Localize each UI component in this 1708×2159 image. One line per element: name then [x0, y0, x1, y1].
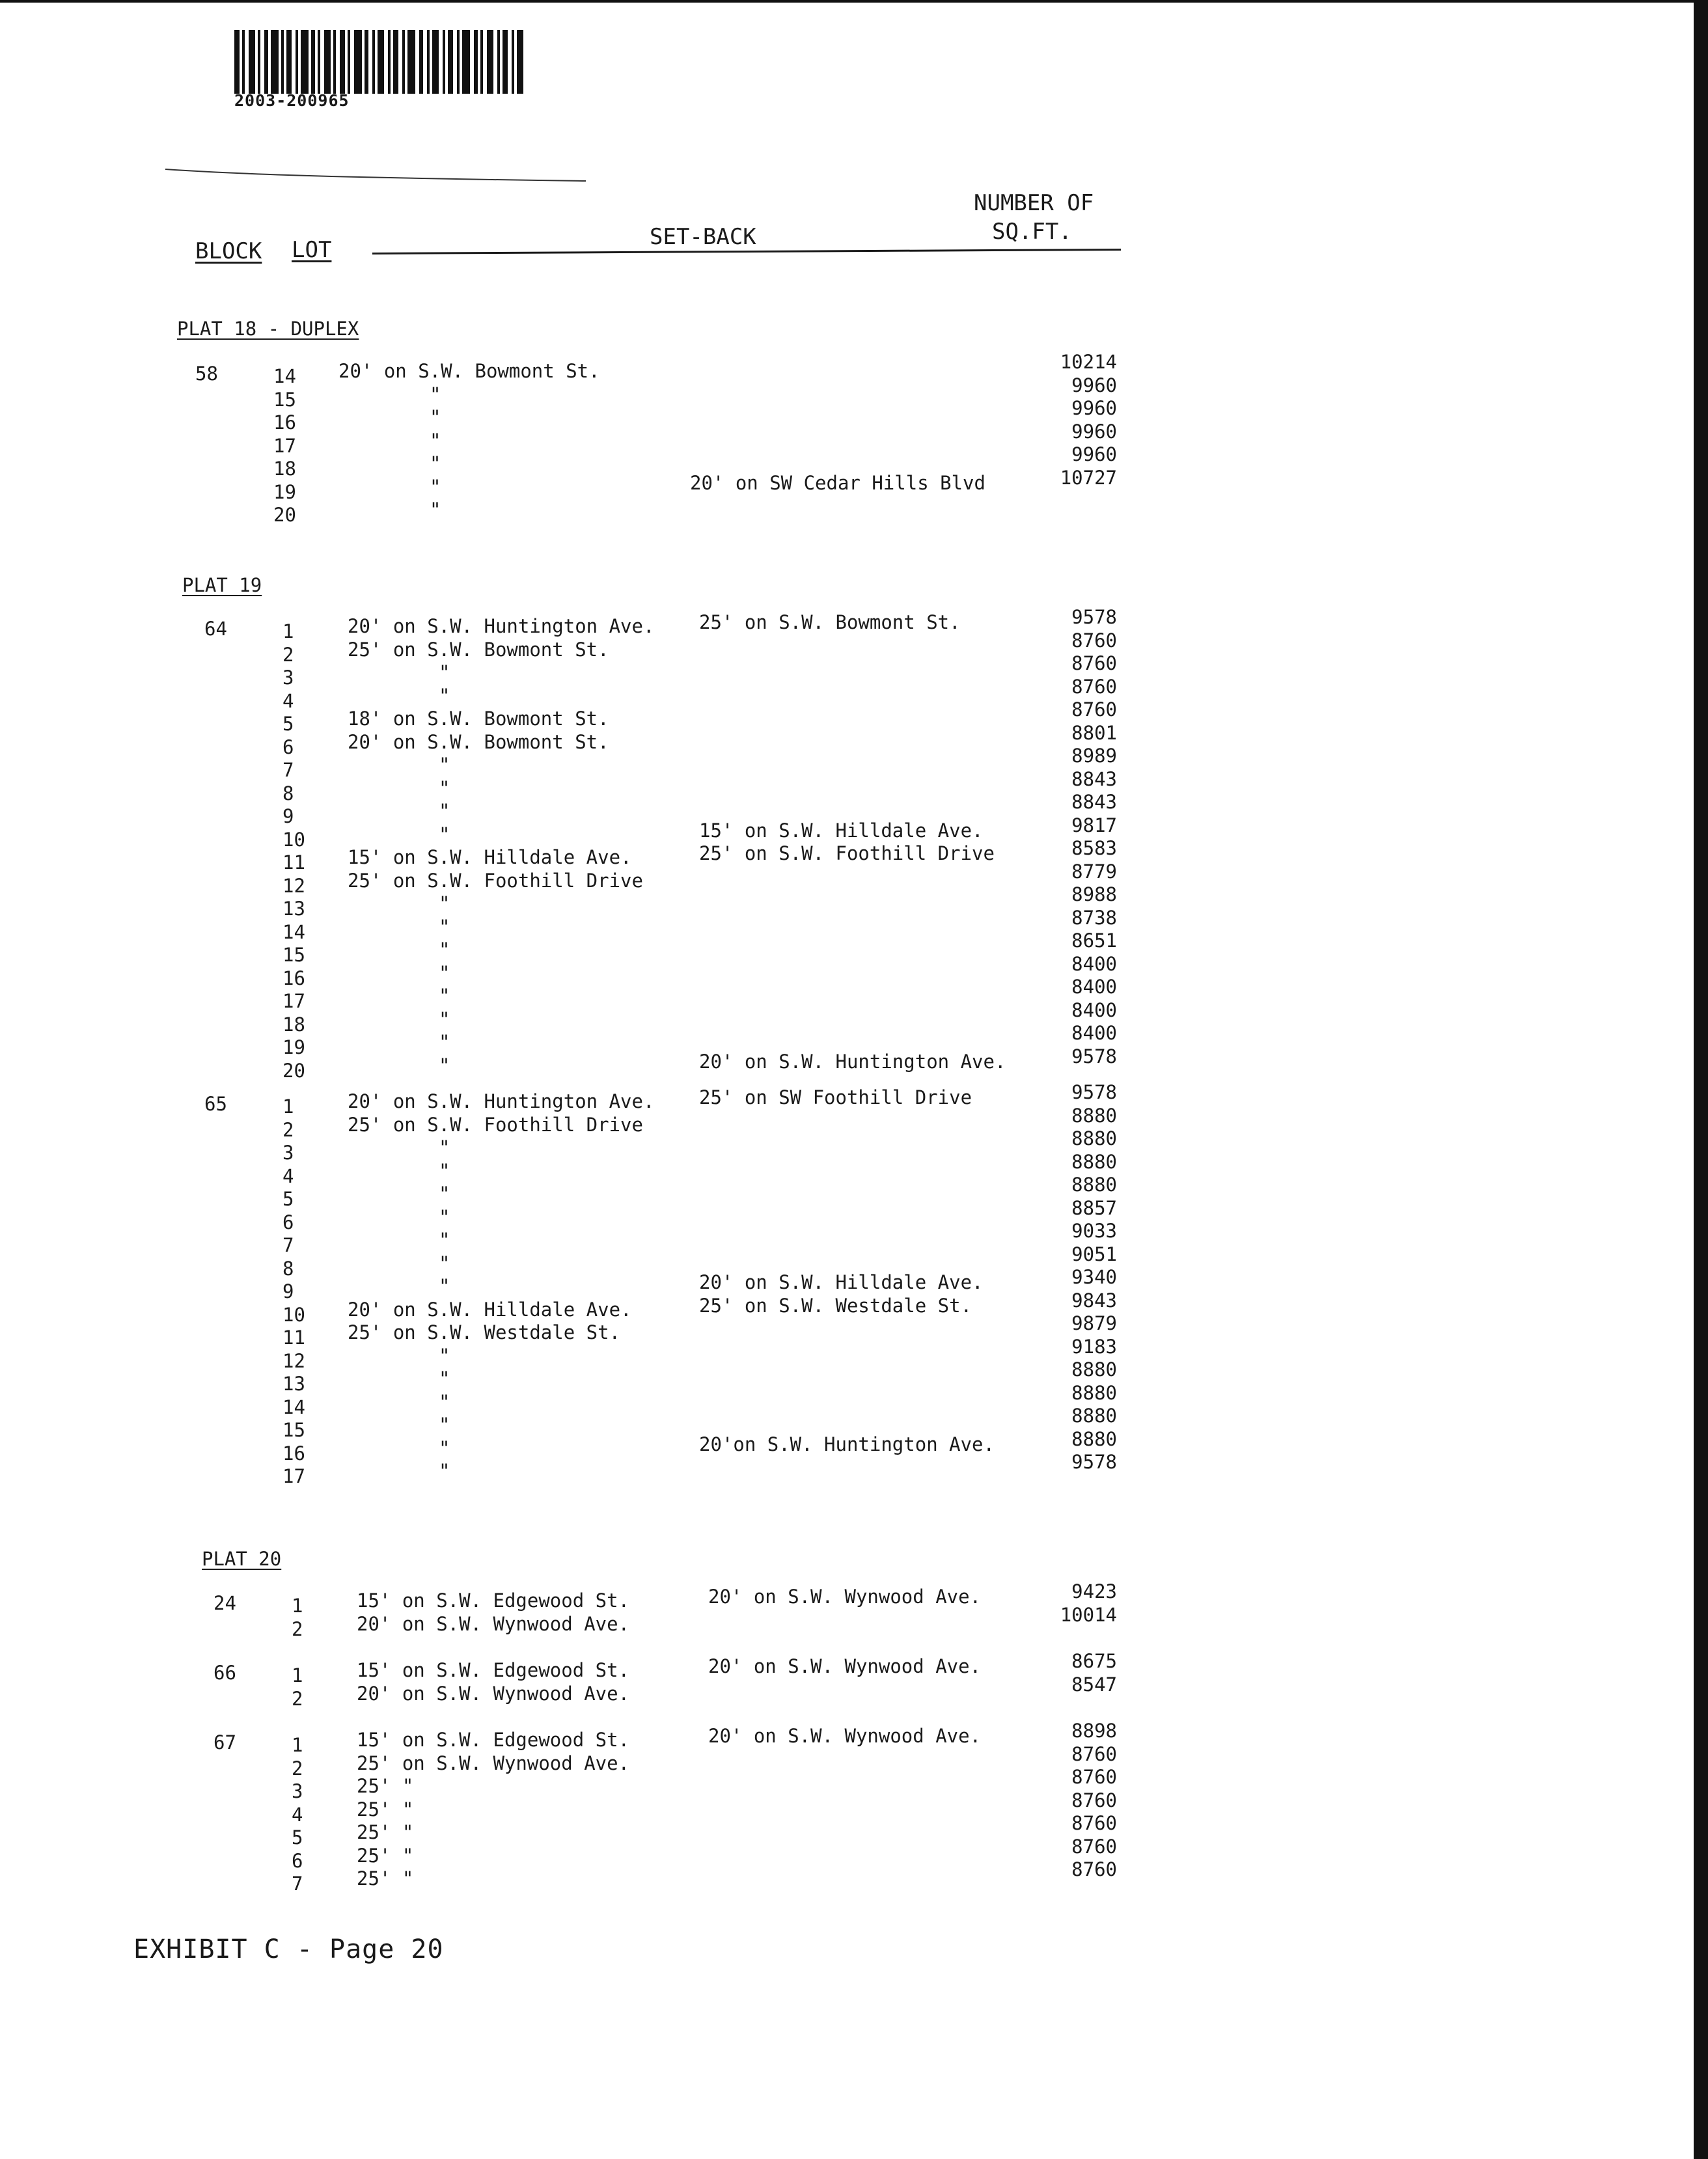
sqft-value: 9183	[1071, 1335, 1117, 1358]
sqft-value: 8843	[1071, 767, 1117, 790]
sqft-value: 8760	[1071, 1835, 1117, 1858]
lot-number: 2	[292, 1687, 303, 1710]
setback-primary: "	[439, 1183, 450, 1205]
lot-number: 18	[282, 1013, 305, 1036]
sqft-value: 10014	[1060, 1603, 1117, 1626]
sqft-value: 8760	[1071, 652, 1117, 674]
setback-primary: "	[439, 1229, 450, 1251]
setback-secondary: 25' on SW Foothill Drive	[699, 1086, 972, 1108]
setback-primary: "	[439, 661, 450, 683]
sqft-value: 9879	[1071, 1312, 1117, 1334]
section-title: PLAT 20	[202, 1548, 282, 1570]
setback-primary: "	[439, 1414, 450, 1436]
lot-number: 2	[292, 1617, 303, 1640]
setback-primary: "	[439, 1252, 450, 1274]
setback-primary: "	[439, 1205, 450, 1228]
lot-number: 1	[282, 620, 294, 642]
lot-number: 8	[282, 782, 294, 804]
setback-primary: 20' on S.W. Hilldale Ave.	[348, 1298, 632, 1321]
lot-number: 16	[273, 411, 296, 433]
scan-top-edge	[0, 0, 1708, 3]
sqft-value: 8583	[1071, 837, 1117, 859]
lot-number: 18	[273, 458, 296, 480]
setback-primary: "	[439, 1390, 450, 1413]
setback-primary: "	[439, 1031, 450, 1053]
sqft-value: 9578	[1071, 1045, 1117, 1067]
lot-number: 10	[282, 1303, 305, 1326]
sqft-value: 8400	[1071, 998, 1117, 1021]
lot-number: 15	[282, 944, 305, 966]
setback-primary: "	[439, 1136, 450, 1159]
setback-secondary: 25' on S.W. Foothill Drive	[699, 842, 995, 864]
lot-number: 3	[282, 667, 294, 689]
setback-primary: "	[439, 1344, 450, 1367]
sqft-value: 9843	[1071, 1289, 1117, 1312]
sqft-value: 8880	[1071, 1405, 1117, 1427]
setback-primary: 20' on S.W. Huntington Ave.	[348, 615, 655, 637]
block-number: 58	[195, 363, 218, 385]
setback-primary: "	[439, 777, 450, 799]
lot-number: 4	[282, 689, 294, 712]
setback-primary: "	[439, 1437, 450, 1459]
lot-number: 4	[292, 1803, 303, 1826]
sqft-value: 9340	[1071, 1266, 1117, 1288]
block-number: 64	[204, 618, 227, 640]
lot-number: 1	[282, 1095, 294, 1118]
lot-number: 6	[292, 1849, 303, 1872]
sqft-value: 8400	[1071, 1022, 1117, 1044]
setback-primary: "	[430, 475, 441, 498]
setback-primary: "	[439, 892, 450, 914]
setback-primary: 15' on S.W. Hilldale Ave.	[348, 846, 632, 868]
lot-number: 12	[282, 1349, 305, 1372]
sqft-value: 10214	[1060, 351, 1117, 373]
lot-number: 7	[282, 1234, 294, 1256]
setback-secondary: 25' on S.W. Bowmont St.	[699, 611, 961, 633]
setback-secondary: 20' on S.W. Huntington Ave.	[699, 1050, 1006, 1073]
lot-number: 11	[282, 1327, 305, 1349]
setback-primary: 25' on S.W. Wynwood Ave.	[357, 1752, 630, 1774]
setback-primary: 25' "	[357, 1867, 414, 1890]
lot-number: 14	[282, 920, 305, 943]
lot-number: 13	[282, 898, 305, 920]
lot-number: 1	[292, 1595, 303, 1617]
setback-primary: "	[439, 985, 450, 1007]
sqft-value: 8760	[1071, 1812, 1117, 1834]
header-sqft-line1: NUMBER OF	[974, 190, 1094, 216]
setback-primary: 20' on S.W. Bowmont St.	[338, 360, 600, 382]
setback-primary: "	[439, 1159, 450, 1182]
setback-secondary: 20' on S.W. Wynwood Ave.	[708, 1586, 982, 1608]
lot-number: 4	[282, 1164, 294, 1187]
setback-primary: 25' on S.W. Foothill Drive	[348, 1113, 643, 1136]
sqft-value: 8880	[1071, 1427, 1117, 1450]
header-block: BLOCK	[195, 238, 262, 264]
sqft-value: 9578	[1071, 1081, 1117, 1103]
setback-secondary: 25' on S.W. Westdale St.	[699, 1294, 972, 1317]
lot-number: 12	[282, 874, 305, 897]
barcode-image	[234, 30, 529, 94]
scan-mark	[164, 163, 587, 189]
setback-secondary: 20' on S.W. Wynwood Ave.	[708, 1725, 982, 1747]
sqft-value: 8547	[1071, 1673, 1117, 1696]
sqft-value: 8760	[1071, 1789, 1117, 1811]
lot-number: 5	[292, 1826, 303, 1849]
setback-primary: "	[439, 1054, 450, 1077]
sqft-value: 9033	[1071, 1220, 1117, 1242]
setback-primary: "	[430, 383, 441, 406]
lot-number: 3	[292, 1780, 303, 1802]
setback-primary: 25' "	[357, 1844, 414, 1867]
lot-number: 9	[282, 1280, 294, 1302]
lot-number: 15	[282, 1419, 305, 1441]
sqft-value: 10727	[1060, 466, 1117, 489]
header-setback: SET-BACK	[650, 224, 756, 250]
setback-primary: "	[439, 1368, 450, 1390]
block-number: 66	[214, 1662, 236, 1684]
lot-number: 1	[292, 1734, 303, 1756]
sqft-value: 9960	[1071, 374, 1117, 396]
lot-number: 19	[273, 480, 296, 503]
setback-primary: "	[439, 961, 450, 984]
sqft-value: 8760	[1071, 629, 1117, 652]
block-number: 65	[204, 1093, 227, 1115]
setback-primary: 20' on S.W. Wynwood Ave.	[357, 1682, 630, 1705]
block-number: 67	[214, 1731, 236, 1753]
lot-number: 5	[282, 1188, 294, 1210]
setback-primary: "	[439, 823, 450, 846]
setback-primary: 15' on S.W. Edgewood St.	[357, 1729, 630, 1751]
sqft-value: 8898	[1071, 1720, 1117, 1742]
barcode-number: 2003-200965	[234, 91, 350, 110]
section-title: PLAT 18 - DUPLEX	[177, 318, 359, 340]
sqft-value: 8738	[1071, 906, 1117, 929]
setback-primary: "	[430, 429, 441, 452]
lot-number: 8	[282, 1257, 294, 1280]
setback-primary: 25' on S.W. Foothill Drive	[348, 869, 643, 892]
lot-number: 6	[282, 736, 294, 758]
setback-secondary: 15' on S.W. Hilldale Ave.	[699, 819, 984, 842]
lot-number: 20	[282, 1059, 305, 1082]
sqft-value: 8880	[1071, 1174, 1117, 1196]
lot-number: 6	[282, 1211, 294, 1233]
sqft-value: 8675	[1071, 1650, 1117, 1672]
sqft-value: 8880	[1071, 1358, 1117, 1381]
sqft-value: 9051	[1071, 1243, 1117, 1265]
lot-number: 16	[282, 967, 305, 989]
setback-secondary: 20' on S.W. Hilldale Ave.	[699, 1271, 984, 1293]
lot-number: 2	[282, 1118, 294, 1141]
setback-primary: "	[439, 915, 450, 938]
lot-number: 11	[282, 851, 305, 873]
lot-number: 2	[292, 1757, 303, 1780]
sqft-value: 8760	[1071, 675, 1117, 698]
sqft-value: 9423	[1071, 1580, 1117, 1602]
sqft-value: 9578	[1071, 606, 1117, 628]
block-number: 24	[214, 1592, 236, 1614]
section-title: PLAT 19	[182, 574, 262, 596]
setback-primary: "	[439, 939, 450, 961]
setback-primary: "	[430, 452, 441, 474]
setback-primary: "	[439, 1008, 450, 1030]
setback-primary: "	[430, 406, 441, 428]
lot-number: 17	[273, 434, 296, 457]
lot-number: 10	[282, 828, 305, 851]
sqft-value: 8651	[1071, 929, 1117, 952]
sqft-value: 8880	[1071, 1150, 1117, 1173]
setback-primary: "	[439, 1275, 450, 1297]
lot-number: 16	[282, 1442, 305, 1465]
lot-number: 7	[282, 759, 294, 781]
page-footer: EXHIBIT C - Page 20	[133, 1934, 444, 1964]
sqft-value: 8880	[1071, 1127, 1117, 1149]
setback-primary: 15' on S.W. Edgewood St.	[357, 1659, 630, 1681]
sqft-value: 8760	[1071, 1742, 1117, 1765]
lot-number: 7	[292, 1873, 303, 1895]
setback-primary: 20' on S.W. Bowmont St.	[348, 730, 609, 753]
setback-primary: 18' on S.W. Bowmont St.	[348, 708, 609, 730]
sqft-value: 9960	[1071, 443, 1117, 465]
sqft-value: 8843	[1071, 791, 1117, 813]
setback-secondary: 20'on S.W. Huntington Ave.	[699, 1433, 995, 1455]
sqft-value: 9578	[1071, 1451, 1117, 1473]
sqft-value: 8857	[1071, 1196, 1117, 1219]
setback-primary: 25' on S.W. Bowmont St.	[348, 638, 609, 661]
lot-number: 20	[273, 504, 296, 526]
setback-primary: 25' on S.W. Westdale St.	[348, 1321, 621, 1343]
setback-primary: "	[439, 754, 450, 776]
setback-primary: 25' "	[357, 1798, 414, 1821]
setback-primary: 15' on S.W. Edgewood St.	[357, 1589, 630, 1612]
lot-number: 19	[282, 1036, 305, 1058]
sqft-value: 8801	[1071, 721, 1117, 744]
setback-primary: 20' on S.W. Wynwood Ave.	[357, 1612, 630, 1635]
setback-primary: 25' "	[357, 1821, 414, 1843]
setback-primary: "	[430, 499, 441, 521]
setback-secondary: 20' on SW Cedar Hills Blvd	[690, 471, 985, 494]
sqft-value: 8400	[1071, 976, 1117, 998]
lot-number: 17	[282, 1465, 305, 1487]
setback-primary: 25' "	[357, 1775, 414, 1797]
sqft-value: 8760	[1071, 1858, 1117, 1880]
setback-secondary: 20' on S.W. Wynwood Ave.	[708, 1655, 982, 1677]
lot-number: 1	[292, 1664, 303, 1686]
lot-number: 5	[282, 713, 294, 735]
sqft-value: 9960	[1071, 420, 1117, 443]
sqft-value: 9960	[1071, 397, 1117, 419]
lot-number: 2	[282, 643, 294, 666]
header-lot: LOT	[292, 237, 332, 263]
lot-number: 15	[273, 388, 296, 411]
setback-primary: "	[439, 684, 450, 707]
sqft-value: 8989	[1071, 745, 1117, 767]
setback-primary: "	[439, 800, 450, 822]
lot-number: 3	[282, 1142, 294, 1164]
lot-number: 14	[273, 365, 296, 387]
lot-number: 9	[282, 805, 294, 827]
sqft-value: 8880	[1071, 1381, 1117, 1404]
lot-number: 17	[282, 990, 305, 1012]
sqft-value: 9817	[1071, 814, 1117, 836]
lot-number: 13	[282, 1373, 305, 1395]
scan-right-edge	[1694, 0, 1708, 2159]
sqft-value: 8760	[1071, 1766, 1117, 1788]
lot-number: 14	[282, 1396, 305, 1418]
sqft-value: 8988	[1071, 883, 1117, 905]
setback-primary: 20' on S.W. Huntington Ave.	[348, 1090, 655, 1112]
sqft-value: 8880	[1071, 1104, 1117, 1127]
sqft-value: 8400	[1071, 952, 1117, 975]
header-sqft-line2: SQ.FT.	[992, 219, 1072, 245]
sqft-value: 8779	[1071, 860, 1117, 883]
setback-primary: "	[439, 1460, 450, 1482]
sqft-value: 8760	[1071, 698, 1117, 721]
